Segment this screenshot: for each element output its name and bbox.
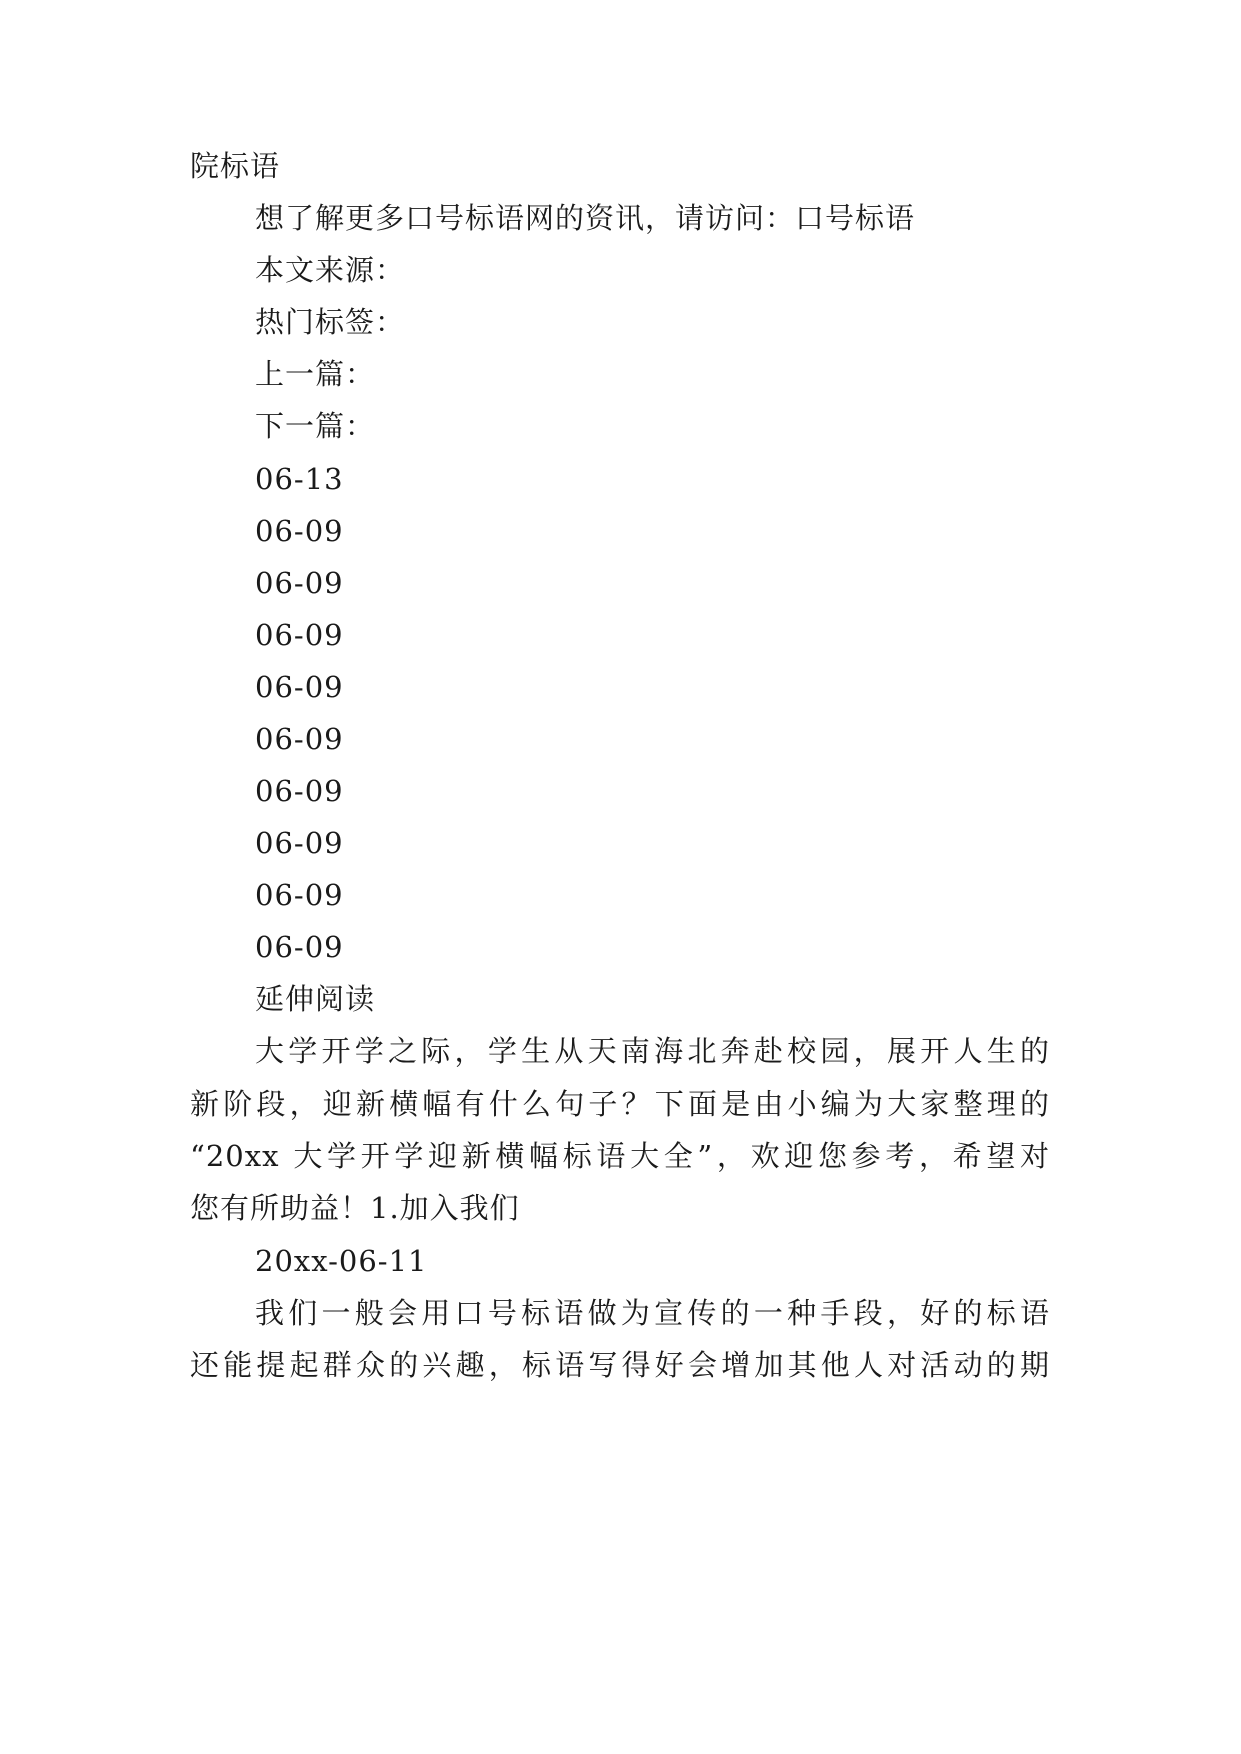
date-item: 06-09	[255, 722, 344, 756]
paragraph-line: “20xx 大学开学迎新横幅标语大全”，欢迎您参考，希望对	[190, 1139, 1050, 1173]
date-item: 06-09	[255, 826, 344, 860]
date-item: 06-09	[255, 670, 344, 704]
paragraph-line: 大学开学之际，学生从天南海北奔赴校园，展开人生的	[255, 1034, 1050, 1068]
date-item: 06-13	[255, 462, 344, 496]
date-item: 06-09	[255, 878, 344, 912]
next-article-label: 下一篇：	[255, 409, 376, 443]
date-item: 06-09	[255, 930, 344, 964]
heading-fragment: 院标语	[190, 149, 281, 183]
source-label: 本文来源：	[255, 253, 406, 287]
paragraph-line: 我们一般会用口号标语做为宣传的一种手段，好的标语	[255, 1296, 1050, 1330]
hot-tags-label: 热门标签：	[255, 305, 406, 339]
paragraph-line: 您有所助益！1.加入我们	[190, 1191, 520, 1225]
previous-article-label: 上一篇：	[255, 357, 376, 391]
date-item: 06-09	[255, 774, 344, 808]
article-date: 20xx-06-11	[255, 1244, 428, 1278]
date-item: 06-09	[255, 618, 344, 652]
paragraph-line: 还能提起群众的兴趣，标语写得好会增加其他人对活动的期	[190, 1348, 1050, 1382]
date-item: 06-09	[255, 514, 344, 548]
date-item: 06-09	[255, 566, 344, 600]
more-info-line: 想了解更多口号标语网的资讯，请访问：口号标语	[255, 201, 916, 235]
paragraph-line: 新阶段，迎新横幅有什么句子？下面是由小编为大家整理的	[190, 1087, 1050, 1121]
extended-reading-heading: 延伸阅读	[255, 982, 376, 1016]
